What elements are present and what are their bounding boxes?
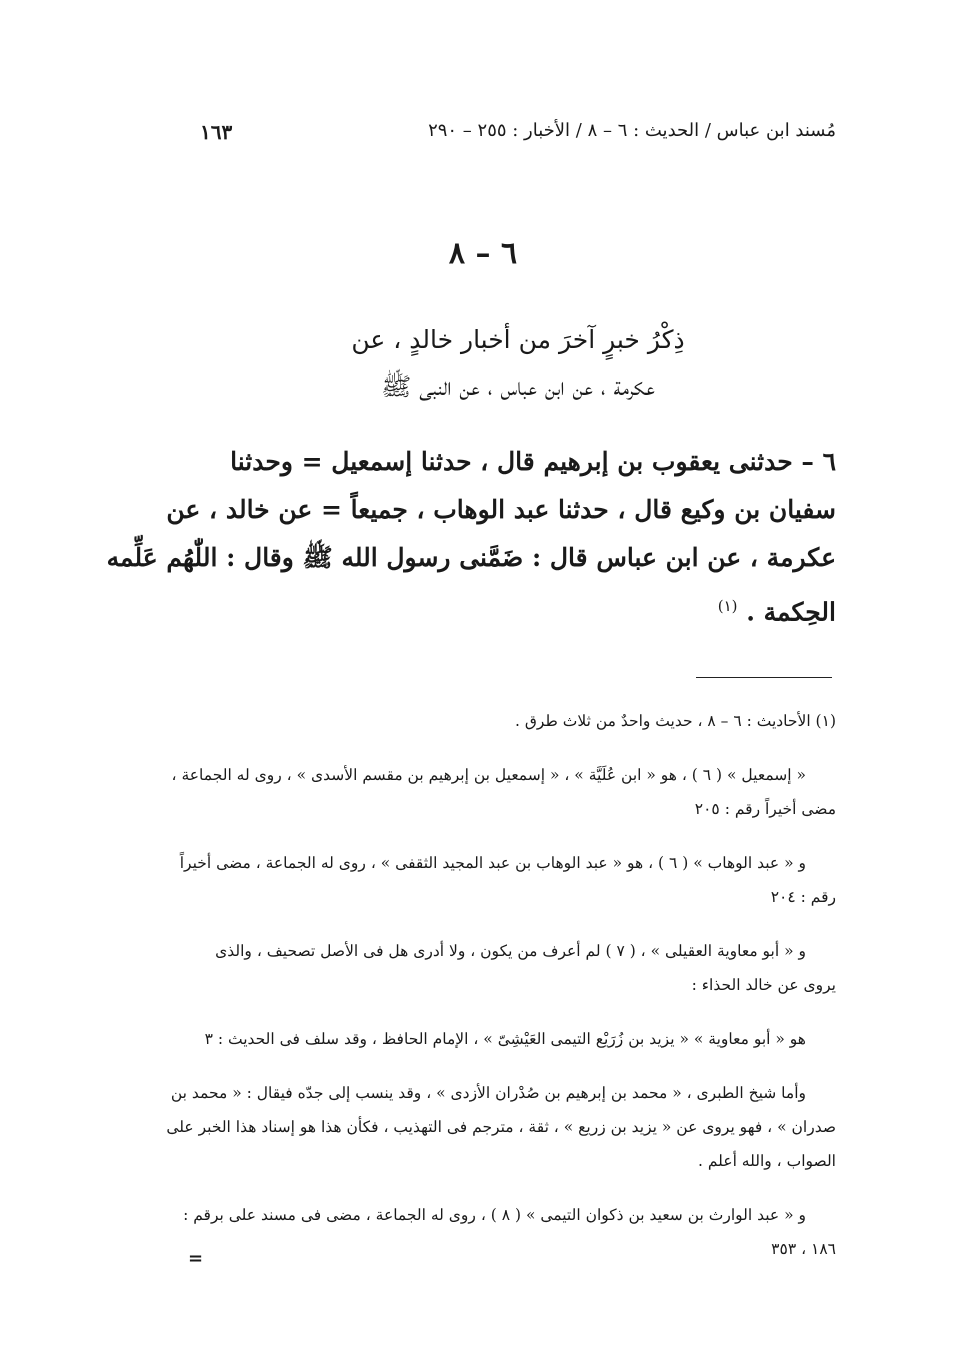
heading-line-1: ذِكْرُ خبرٍ آخرَ من أخبار خالدٍ ، عن <box>351 325 685 354</box>
footnote-paragraph-tabari-shaykh <box>166 1076 836 1178</box>
hadith-line-3: عكرمة ، عن ابن عباس قال : ضَمَّنى رسول الله ﷺ وقال : اللّٰهُم عَلِّمه <box>106 543 836 572</box>
hadith-line-2: سفيان بن وكيع قال ، حدثنا عبد الوهاب ، جميعاً = عن خالد ، عن <box>166 495 836 524</box>
footnote-line: مضى أخيراً رقم : ٢٠٥ <box>694 800 836 818</box>
footnote-divider <box>696 677 832 678</box>
footnote-line: و « عبد الوهاب » ( ٦ ) ، هو « عبد الوهاب بن عبد المجيد الثقفى » ، روى له الجماعة ، مضى أخيراً <box>179 854 806 872</box>
footnote-line: وأما شيخ الطبرى ، « محمد بن إبرهيم بن صُدْران الأزدى » ، وقد ينسب إلى جدّه فيقال : « محمد بن <box>170 1084 806 1102</box>
footnote-line: رقم : ٢٠٤ <box>770 888 836 906</box>
hadith-line-4-text: الحِكمة . <box>746 597 836 627</box>
footnote-line: ١٨٦ ، ٣٥٣ <box>771 1240 836 1258</box>
footnote-line: و « أبو معاوية العقيلى » ، ( ٧ ) لم أعرف من يكون ، ولا أدرى هل فى الأصل تصحيف ، والذى <box>215 942 806 960</box>
chapter-heading <box>200 316 836 410</box>
footnote-paragraph-yazid <box>180 1022 836 1056</box>
footnote-reference: (١) <box>717 597 738 615</box>
footnote-line: صدران » ، فهو يروى عن « يزيد بن زريع » ، ثقة ، مترجم فى التهذيب ، فكأن هذا هو إسناد هذا الخبر على <box>166 1118 836 1136</box>
running-header <box>200 120 836 150</box>
footnote-line: الصواب ، والله أعلم . <box>698 1152 836 1170</box>
section-number: ٦ – ٨ <box>448 236 518 271</box>
footnote-paragraph-abumuawiya <box>180 934 836 1002</box>
heading-line-2: عكرمة ، عن ابن عباس ، عن النبى ﷺ <box>381 372 655 401</box>
footnote-paragraph-abdulwarith <box>180 1198 836 1266</box>
header-title: مُسند ابن عباس / الحديث : ٦ – ٨ / الأخبار : ٢٥٥ – ٢٩٠ <box>428 120 836 141</box>
hadith-line-1: ٦ – حدثنى يعقوب بن إبرهيم قال ، حدثنا إسمعيل = وحدثنا <box>230 447 836 476</box>
hadith-text <box>106 438 836 636</box>
footnotes <box>166 704 836 1286</box>
footnote-line: يروى عن خالد الحذاء : <box>691 976 836 994</box>
page-number: ١٦٣ <box>200 120 233 144</box>
footnote-line: « إسمعيل » ( ٦ ) ، هو « ابن عُلَيَّة » ، « إسمعيل بن إبرهيم بن مقسم الأسدى » ، روى له الجماعة ، <box>171 766 806 784</box>
hadith-line-4 <box>160 582 836 636</box>
footnote-1 <box>180 704 836 738</box>
continuation-mark: = <box>188 1248 204 1269</box>
footnote-paragraph-ismail <box>171 758 836 826</box>
footnote-line: و « عبد الوارث بن سعيد بن ذكوان التيمى » ( ٨ ) ، روى له الجماعة ، مضى فى مسند على برقم : <box>183 1206 806 1224</box>
footnote-paragraph-abdulwahhab <box>180 846 836 914</box>
footnote-line: هو « أبو معاوية » « يزيد بن زُرَيْع التيمى العَيْشِىّ » ، الإمام الحافظ ، وقد سلف فى الحديث : ٣ <box>204 1030 806 1048</box>
footnote-1-line: (١) الأحاديث : ٦ – ٨ ، حديث واحدٌ من ثلاث طرق . <box>515 712 836 730</box>
